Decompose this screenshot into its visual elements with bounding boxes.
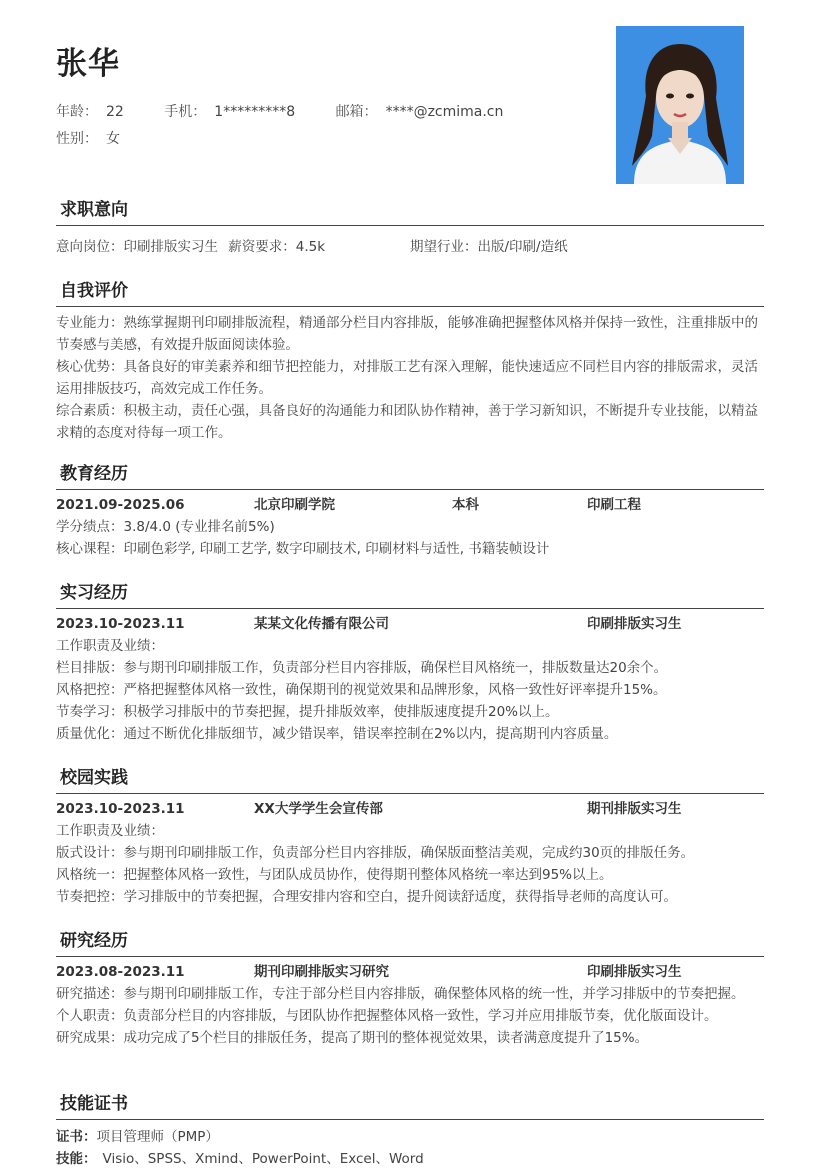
internship-title: 实习经历 — [56, 578, 764, 609]
gender-row — [56, 128, 156, 148]
education-section — [56, 459, 764, 560]
internship-entry-head — [56, 613, 764, 635]
education-entry-head — [56, 494, 764, 516]
self-eval-section — [56, 276, 764, 444]
candidate-name: 张华 — [56, 46, 120, 82]
research-line: 研究描述：参与期刊印刷排版工作，专注于部分栏目内容排版，确保整体风格的统一性，并学习排版中的节奏把握。 — [56, 986, 745, 1002]
research-line: 研究成果：成功完成了5个栏目的排版任务，提高了期刊的整体视觉效果，读者满意度提升了15%。 — [56, 1030, 649, 1046]
gender-label: 性别： — [56, 131, 98, 147]
internship-line: 风格把控：严格把握整体风格一致性，确保期刊的视觉效果和品牌形象，风格一致性好评率提升15%。 — [56, 682, 667, 698]
age-value: 22 — [106, 104, 124, 120]
education-title: 教育经历 — [56, 459, 764, 490]
research-line: 个人职责：负责部分栏目的内容排版，与团队协作把握整体风格一致性，学习并应用排版节奏，优化版面设计。 — [56, 1008, 718, 1024]
cert-label: 证书： — [56, 1129, 97, 1145]
campus-entry-head — [56, 798, 764, 820]
skills-body — [56, 1126, 764, 1170]
education-line: 学分绩点：3.8/4.0 (专业排名前5%) — [56, 519, 275, 535]
skills-title: 技能证书 — [56, 1089, 764, 1120]
campus-role: 期刊排版实习生 — [587, 801, 682, 817]
internship-line: 栏目排版：参与期刊印刷排版工作，负责部分栏目内容排版，确保栏目风格统一，排版数量达20余个。 — [56, 660, 668, 676]
skill-line — [56, 1148, 764, 1170]
skills-section — [56, 1089, 764, 1170]
research-entry-head — [56, 961, 764, 983]
campus-org: XX大学学生会宣传部 — [254, 801, 383, 817]
self-eval-line: 专业能力：熟练掌握期刊印刷排版流程，精通部分栏目内容排版，能够准确把握整体风格并保持一致性，注重排版中的节奏感与美感，有效提升版面阅读体验。 — [56, 315, 758, 353]
campus-line: 节奏把控：学习排版中的节奏把握，合理安排内容和空白，提升阅读舒适度，获得指导老师的高度认可。 — [56, 889, 677, 905]
cert-line — [56, 1126, 764, 1148]
intent-row — [56, 236, 764, 258]
internship-line: 质量优化：通过不断优化排版细节，减少错误率，错误率控制在2%以内，提高期刊内容质量。 — [56, 726, 618, 742]
campus-line: 版式设计：参与期刊印刷排版工作，负责部分栏目内容排版，确保版面整洁美观，完成约30页的排版任务。 — [56, 845, 695, 861]
research-section — [56, 926, 764, 1049]
research-project: 期刊印刷排版实习研究 — [254, 964, 389, 980]
profile-photo — [616, 26, 744, 184]
email-value: ****@zcmima.cn — [385, 104, 504, 120]
campus-section — [56, 763, 764, 908]
self-eval-line: 核心优势：具备良好的审美素养和细节把控能力，对排版工艺有深入理解，能快速适应不同栏目内容的排版需求，灵活运用排版技巧，高效完成工作任务。 — [56, 359, 758, 397]
phone-label: 手机： — [164, 104, 207, 120]
campus-title: 校园实践 — [56, 763, 764, 794]
education-degree: 本科 — [452, 497, 479, 513]
contact-row — [56, 101, 539, 121]
phone-value: 1*********8 — [214, 104, 296, 120]
research-role: 印刷排版实习生 — [587, 964, 682, 980]
campus-line: 工作职责及业绩： — [56, 823, 164, 839]
internship-line: 节奏学习：积极学习排版中的节奏把握，提升排版效率，使排版速度提升20%以上。 — [56, 704, 559, 720]
education-body — [56, 516, 764, 560]
intent-position: 意向岗位：印刷排版实习生 — [56, 239, 218, 255]
intent-section — [56, 195, 764, 258]
education-school: 北京印刷学院 — [254, 497, 335, 513]
campus-line: 风格统一：把握整体风格一致性，与团队成员协作，使得期刊整体风格统一率达到95%以上。 — [56, 867, 613, 883]
skill-value: Visio、SPSS、Xmind、PowerPoint、Excel、Word — [102, 1151, 424, 1167]
self-eval-line: 综合素质：积极主动，责任心强，具备良好的沟通能力和团队协作精神，善于学习新知识，不断提升专业技能，以精益求精的态度对待每一项工作。 — [56, 403, 758, 441]
self-eval-body — [56, 312, 764, 444]
research-period: 2023.08-2023.11 — [56, 964, 185, 980]
education-line: 核心课程：印刷色彩学, 印刷工艺学, 数字印刷技术, 印刷材料与适性, 书籍装帧设计 — [56, 541, 550, 557]
self-eval-title: 自我评价 — [56, 276, 764, 307]
intent-industry: 期望行业：出版/印刷/造纸 — [410, 239, 568, 255]
internship-section — [56, 578, 764, 745]
internship-role: 印刷排版实习生 — [587, 616, 682, 632]
portrait-illustration — [616, 26, 744, 184]
cert-value: 项目管理师（PMP） — [96, 1129, 219, 1145]
research-body — [56, 983, 764, 1049]
internship-org: 某某文化传播有限公司 — [254, 616, 389, 632]
education-period: 2021.09-2025.06 — [56, 497, 185, 513]
internship-line: 工作职责及业绩： — [56, 638, 164, 654]
internship-body — [56, 635, 764, 745]
intent-salary: 薪资要求：4.5k — [228, 239, 326, 255]
age-label: 年龄： — [56, 104, 98, 120]
research-title: 研究经历 — [56, 926, 764, 957]
internship-period: 2023.10-2023.11 — [56, 616, 185, 632]
email-label: 邮箱： — [335, 104, 378, 120]
education-major: 印刷工程 — [587, 497, 641, 513]
skill-label: 技能： — [56, 1151, 97, 1167]
intent-title: 求职意向 — [56, 195, 764, 226]
campus-period: 2023.10-2023.11 — [56, 801, 185, 817]
campus-body — [56, 820, 764, 908]
gender-value: 女 — [106, 131, 120, 147]
